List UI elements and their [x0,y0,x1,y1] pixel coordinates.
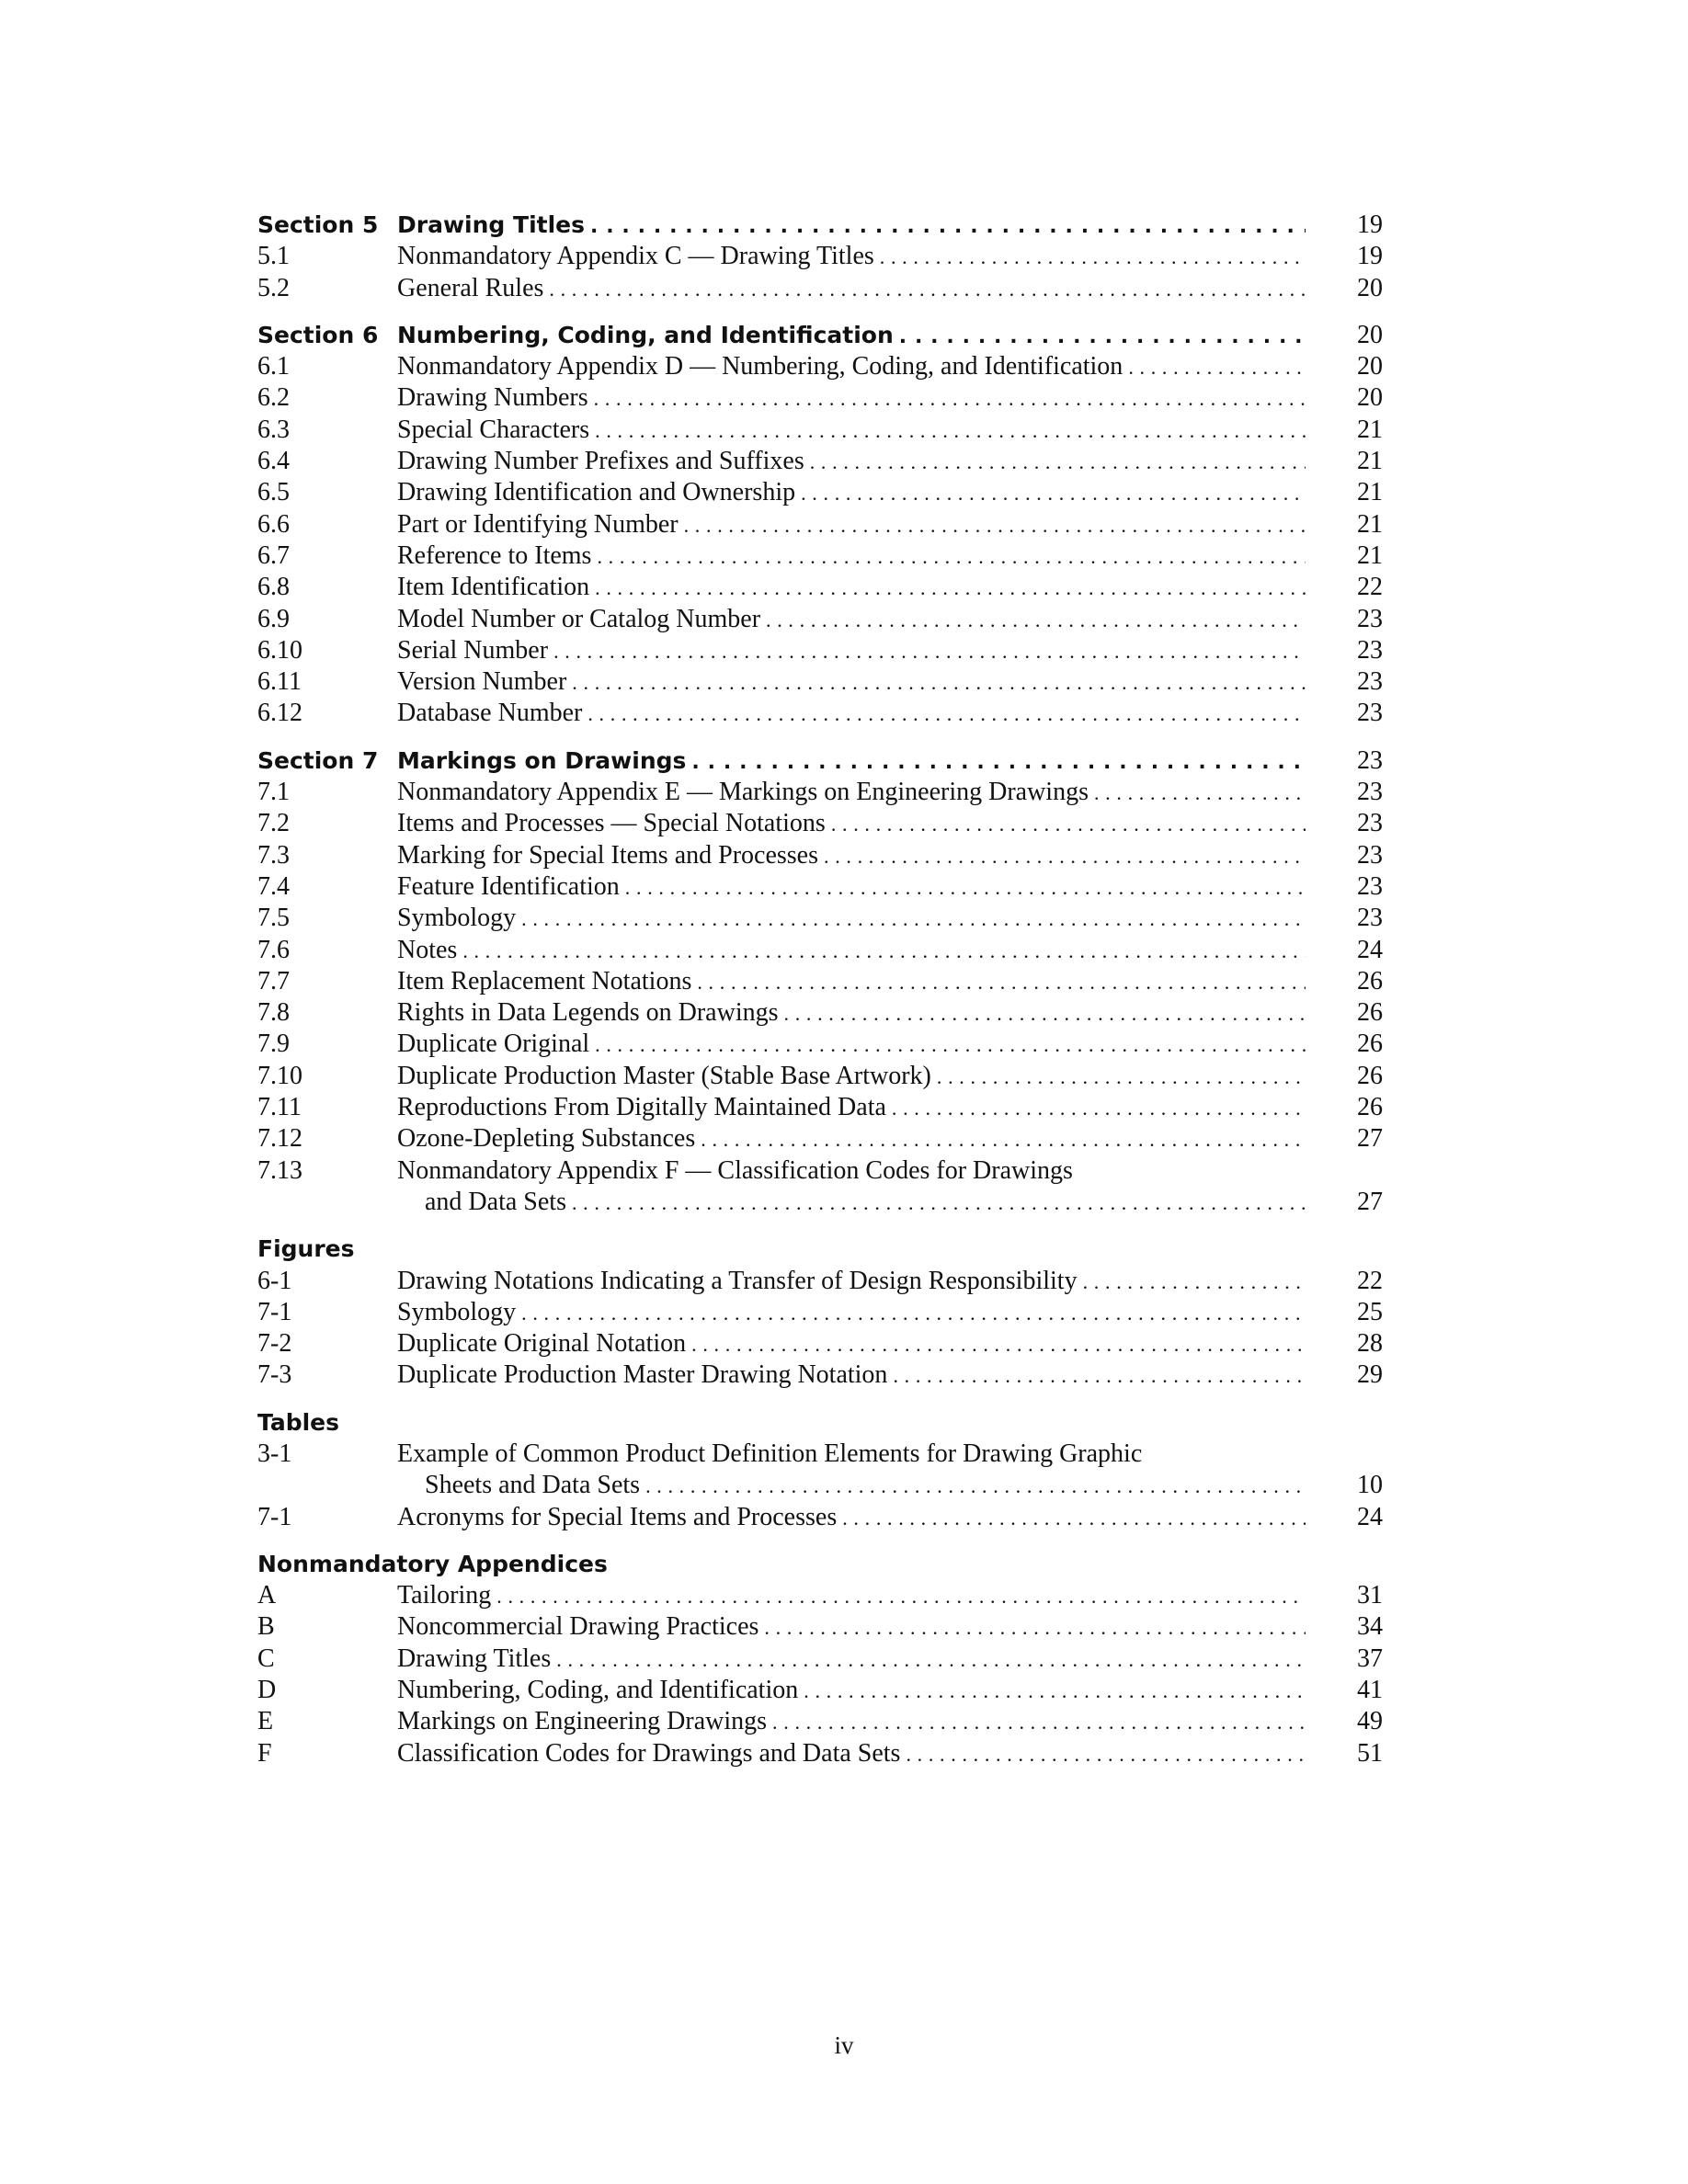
leader-dots [1094,777,1306,809]
toc-entry-title-cell [397,477,1311,509]
toc-entry-row [257,997,1383,1029]
toc-entry-title-cell [397,540,1311,573]
toc-page-number: 23 [1357,778,1383,807]
leader-dots [772,1706,1306,1738]
toc-entry-title-cell [397,1706,1311,1738]
leader-dots [521,1297,1306,1329]
leader-dots [899,320,1306,353]
toc-entry-row [257,1706,1383,1737]
toc-entry-number: 5.1 [257,242,290,271]
toc-entry-row [257,1061,1383,1092]
toc-entry-row [257,1738,1383,1769]
toc-entry-row [257,1266,1383,1297]
toc-entry-title: Items and Processes — Special Notations [397,809,826,838]
leader-dots [595,572,1306,604]
toc-entry-row [257,477,1383,508]
toc-section-title: Drawing Titles [397,211,585,238]
toc-page-number: 23 [1357,667,1383,697]
toc-entry-number: 6.12 [257,699,302,728]
toc-entry-title: Drawing Identification and Ownership [397,478,796,507]
toc-entry-title-cell [397,273,1311,305]
toc-entry-row [257,572,1383,603]
toc-entry-title-cell [397,351,1311,383]
leader-dots [892,1092,1306,1124]
toc-entry-row [257,1611,1383,1643]
toc-entry-title-cell [397,777,1311,809]
leader-dots [595,1029,1306,1061]
toc-entry-number: 7.12 [257,1124,302,1154]
toc-entry-title-cell [397,698,1311,730]
toc-page-number: 26 [1357,966,1383,995]
leader-dots [1083,1266,1306,1298]
toc-appendices-items [257,1580,1383,1769]
toc-entry-title-cell [397,1580,1311,1612]
toc-page-number: 23 [1357,699,1383,728]
toc-entry-number: 7.9 [257,1029,290,1059]
toc-entry-title-cell [397,1187,1311,1219]
toc-page-number: 21 [1357,478,1383,507]
leader-dots [521,903,1306,935]
toc-page-number: 27 [1357,1187,1383,1216]
leader-dots [804,1675,1306,1707]
toc-entry-number: 7-3 [257,1360,292,1390]
toc-entry-title-cell [397,1470,1311,1502]
toc-entry-title-cell [397,966,1311,998]
toc-entry-row [257,1439,1383,1470]
toc-page-number: 26 [1357,998,1383,1028]
toc-entry-row [257,966,1383,997]
toc-entry-number: 6.1 [257,352,290,381]
toc-entry-title: Acronyms for Special Items and Processes [397,1502,838,1531]
toc-entry-title-cell [397,1439,1311,1470]
leader-dots [556,1644,1306,1676]
leader-dots [594,382,1306,415]
toc-entry-title: Item Identification [397,573,590,602]
toc-section-row [257,320,1383,351]
toc-entry-row [257,1123,1383,1155]
leader-dots [764,1611,1306,1644]
toc-entry-row [257,1644,1383,1675]
toc-entry-row [257,273,1383,304]
toc-entry-title: Nonmandatory Appendix E — Markings on Engineering Drawings [397,778,1089,807]
toc-entry-row [257,871,1383,903]
toc-entry-title: Classification Codes for Drawings and Data Sets [397,1738,901,1768]
leader-dots [590,210,1306,243]
toc-section5-items [257,241,1383,304]
toc-entry-title: Tailoring [397,1581,492,1610]
toc-entry-title: Reproductions From Digitally Maintained Data [397,1093,886,1122]
toc-entry-row [257,1675,1383,1706]
leader-dots [691,1328,1306,1360]
toc-entry-title: Reference to Items [397,540,592,570]
toc-entry-number: C [257,1644,275,1673]
toc-page-number: 49 [1357,1707,1383,1736]
toc-entry-row [257,698,1383,729]
toc-page-number: 29 [1357,1360,1383,1390]
toc-page-number: 19 [1357,242,1383,271]
toc-entry-row [257,1092,1383,1123]
toc-entry-title-cell [397,1029,1311,1061]
toc-entry-title-cell [397,635,1311,667]
toc-section-label: Section 7 [257,746,379,774]
toc-entry-number: 6-1 [257,1266,292,1295]
toc-entry-title: Symbology [397,1297,517,1326]
leader-dots [549,273,1306,305]
leader-dots [496,1580,1306,1612]
toc-entry-title-cell [397,871,1311,904]
toc-entry-title-cell [397,509,1311,541]
leader-dots [906,1738,1306,1770]
leader-dots [784,997,1306,1029]
toc-entry-title-cell [397,446,1311,478]
leader-dots [462,935,1306,967]
toc-entry-row [257,415,1383,446]
leader-dots [1128,351,1306,383]
leader-dots [937,1061,1306,1093]
toc-entry-title: Duplicate Original Notation [397,1329,687,1359]
leader-dots [572,1187,1306,1219]
toc-entry-row [257,777,1383,808]
leader-dots [587,698,1306,730]
toc-entry-title-cell [397,1359,1311,1392]
toc-entry-title: Database Number [397,699,583,728]
leader-dots [842,1502,1306,1534]
toc-page-number: 22 [1357,573,1383,602]
toc-page-number: 23 [1357,635,1383,665]
toc-section7-items [257,777,1383,1155]
toc-entry-number: B [257,1612,275,1642]
toc-entry-number: 6.2 [257,383,290,413]
toc-page-number: 26 [1357,1029,1383,1059]
toc-entry-title-cell [397,997,1311,1029]
toc-entry-number: 7.8 [257,998,290,1028]
toc-entry-title: Nonmandatory Appendix D — Numbering, Coding, and Identification [397,352,1123,381]
toc-page-number: 34 [1357,1612,1383,1642]
toc-figures-items [257,1266,1383,1392]
toc-entry-title-cell [397,1092,1311,1124]
toc-entry-number: 7.11 [257,1093,302,1122]
toc-entry-number: 7.7 [257,966,290,995]
toc-entry-row [257,1502,1383,1533]
toc-entry-title-cell [397,1611,1311,1644]
toc-page-number: 23 [1357,904,1383,933]
leader-dots [893,1359,1306,1392]
toc-section-row [257,745,1383,777]
toc-page-number: 20 [1357,320,1383,349]
toc-section-row [257,210,1383,241]
toc-entry-title-continued: and Data Sets [425,1187,566,1216]
toc-entry-number: 6.5 [257,478,290,507]
toc-entry-row [257,382,1383,414]
toc-entry-title-cell [397,903,1311,935]
leader-dots [625,871,1306,904]
toc-page-number: 23 [1357,809,1383,838]
toc-entry-title-cell [397,666,1311,699]
toc-entry-number: 7.2 [257,809,290,838]
toc-page-number: 28 [1357,1329,1383,1359]
toc-entry-title: Symbology [397,904,517,933]
toc-entry-row [257,666,1383,698]
leader-dots [697,966,1306,998]
leader-dots [595,415,1306,447]
toc-entry-title-cell [397,1123,1311,1155]
toc-page-number: 27 [1357,1124,1383,1154]
toc-entry-title-cell [397,604,1311,636]
leader-dots [645,1470,1306,1502]
toc-page-number: 20 [1357,352,1383,381]
toc-entry-number: 7.5 [257,904,290,933]
toc-page-number: 25 [1357,1297,1383,1326]
toc-entry-number: 6.7 [257,540,290,570]
toc-entry-row [257,635,1383,666]
toc-page-number: 21 [1357,540,1383,570]
toc-entry-title-cell [397,808,1311,840]
toc-entry-title-cell [397,1061,1311,1093]
toc-entry-title: Ozone-Depleting Substances [397,1124,696,1154]
toc-entry-title-continued: Sheets and Data Sets [425,1471,641,1500]
toc-page-number: 21 [1357,509,1383,539]
leader-dots [572,666,1306,699]
toc-entry-number: A [257,1581,277,1610]
toc-entry-title-cell [397,840,1311,872]
toc-entry-title: Noncommercial Drawing Practices [397,1612,759,1642]
toc-entry-title: Special Characters [397,415,590,444]
toc-figures-heading: Figures [257,1235,355,1263]
toc-entry-title: Rights in Data Legends on Drawings [397,998,779,1028]
toc-entry-row [257,1297,1383,1328]
toc-entry-row [257,1580,1383,1611]
toc-entry-title: Part or Identifying Number [397,509,679,539]
toc-section-title-cell [397,210,1311,243]
toc-entry-title-cell [397,1155,1311,1187]
toc-entry-row [257,446,1383,477]
toc-entry-title: Item Replacement Notations [397,966,692,995]
toc-page-number: 31 [1357,1581,1383,1610]
toc-entry-title: Drawing Number Prefixes and Suffixes [397,447,804,476]
toc-entry-title: Feature Identification [397,871,620,901]
toc-entry-continuation-row [257,1187,1383,1218]
toc-entry-number: 7.13 [257,1155,302,1185]
toc-entry-row [257,808,1383,839]
toc-entry-row [257,540,1383,572]
leader-dots [831,808,1306,840]
toc-entry-number: 6.3 [257,415,290,444]
toc-tables-heading: Tables [257,1408,340,1436]
toc-entry-title: Nonmandatory Appendix F — Classification Codes for Drawings [397,1155,1073,1185]
toc-page-number: 41 [1357,1676,1383,1705]
toc-entry-number: 7.1 [257,778,290,807]
toc-entry-title-cell [397,1738,1311,1770]
toc-entry-title-cell [397,1502,1311,1534]
toc-section-label: Section 6 [257,321,379,348]
leader-dots [597,540,1306,573]
toc-entry-title-cell [397,1297,1311,1329]
toc-entry-row [257,840,1383,871]
toc-entry-title: Duplicate Production Master (Stable Base Artwork) [397,1061,931,1090]
toc-entry-title: Serial Number [397,635,549,665]
toc-appendices-heading: Nonmandatory Appendices [257,1550,608,1577]
toc-entry-title-cell [397,935,1311,967]
toc-entry-number: 6.9 [257,604,290,633]
toc-entry-row [257,509,1383,540]
toc-page-number: 51 [1357,1738,1383,1768]
toc-entry-row [257,241,1383,272]
toc-section-title-cell [397,320,1311,353]
leader-dots [766,604,1306,636]
toc-entry-title: Duplicate Original [397,1029,590,1059]
toc-entry-number: 6.11 [257,667,302,697]
toc-page-number: 21 [1357,447,1383,476]
toc-section-label: Section 5 [257,211,379,238]
toc-entry-title: Drawing Titles [397,1644,552,1673]
toc-entry-number: 5.2 [257,273,290,302]
toc-section6-items [257,351,1383,730]
leader-dots [701,1123,1306,1155]
toc-entry-number: 7-1 [257,1502,292,1531]
toc-page-number: 19 [1357,210,1383,239]
toc-page-number: 22 [1357,1266,1383,1295]
toc-entry-number: F [257,1738,272,1768]
toc-entry-title: Model Number or Catalog Number [397,604,761,633]
toc-section-title-cell [397,745,1311,779]
toc-entry-row [257,935,1383,966]
toc-entry-title: Example of Common Product Definition Elements for Drawing Graphic [397,1439,1143,1468]
leader-dots [810,446,1306,478]
toc-entry-number: 7.10 [257,1061,302,1090]
toc-entry-title: Markings on Engineering Drawings [397,1707,768,1736]
page-number: iv [834,2031,854,2059]
toc-entry-number: 6.4 [257,447,290,476]
toc-entry-number: 6.6 [257,509,290,539]
toc-entry-title: Duplicate Production Master Drawing Notation [397,1360,888,1390]
toc-entry-title: Marking for Special Items and Processes [397,840,818,870]
toc-entry-row [257,1328,1383,1359]
toc-page-number: 37 [1357,1644,1383,1673]
leader-dots [880,241,1306,273]
toc-entry-number: 3-1 [257,1439,292,1468]
toc-entry-title-cell [397,1675,1311,1707]
leader-dots [801,477,1306,509]
table-of-contents [257,210,1383,1769]
toc-entry-number: 7-2 [257,1329,292,1359]
toc-page-number: 20 [1357,273,1383,302]
toc-entry-title: Notes [397,935,458,964]
toc-entry-row [257,604,1383,635]
toc-entry-title: Nonmandatory Appendix C — Drawing Titles [397,242,874,271]
toc-entry-row [257,351,1383,382]
toc-entry-row [257,903,1383,934]
leader-dots [824,840,1306,872]
toc-entry-title-cell [397,1266,1311,1298]
leader-dots [684,509,1306,541]
leader-dots [691,745,1306,779]
toc-entry-number: 7-1 [257,1297,292,1326]
toc-entry-number: 7.6 [257,935,290,964]
toc-page-number: 23 [1357,604,1383,633]
toc-entry-title-cell [397,572,1311,604]
toc-entry-number: 7.4 [257,871,290,901]
toc-entry-title: Drawing Notations Indicating a Transfer of Design Responsibility [397,1266,1078,1295]
toc-entry-title: Numbering, Coding, and Identification [397,1676,799,1705]
toc-entry-title: Version Number [397,667,567,697]
toc-page-number: 21 [1357,415,1383,444]
toc-entry-number: D [257,1676,277,1705]
leader-dots [553,635,1306,667]
toc-page-number: 20 [1357,383,1383,413]
toc-entry-number: E [257,1707,274,1736]
toc-entry-continuation-row [257,1470,1383,1501]
toc-page-number: 10 [1357,1471,1383,1500]
toc-page-number: 23 [1357,840,1383,870]
toc-section-title: Numbering, Coding, and Identification [397,321,894,348]
toc-entry-title-cell [397,1644,1311,1676]
toc-entry-number: 6.10 [257,635,302,665]
toc-entry-title-cell [397,415,1311,447]
toc-page-number: 23 [1357,745,1383,775]
toc-page-number: 24 [1357,1502,1383,1531]
toc-section-title: Markings on Drawings [397,746,687,774]
toc-entry-row [257,1359,1383,1391]
toc-entry-title-cell [397,1328,1311,1360]
toc-page-number: 26 [1357,1093,1383,1122]
toc-entry-row [257,1029,1383,1060]
toc-page-number: 24 [1357,935,1383,964]
toc-entry-row [257,1155,1383,1187]
toc-page-number: 23 [1357,871,1383,901]
toc-entry-title: Drawing Numbers [397,383,588,413]
toc-entry-title-cell [397,241,1311,273]
toc-entry-number: 6.8 [257,573,290,602]
toc-entry-title-cell [397,382,1311,415]
toc-entry-number: 7.3 [257,840,290,870]
toc-entry-title: General Rules [397,273,544,302]
toc-page-number: 26 [1357,1061,1383,1090]
